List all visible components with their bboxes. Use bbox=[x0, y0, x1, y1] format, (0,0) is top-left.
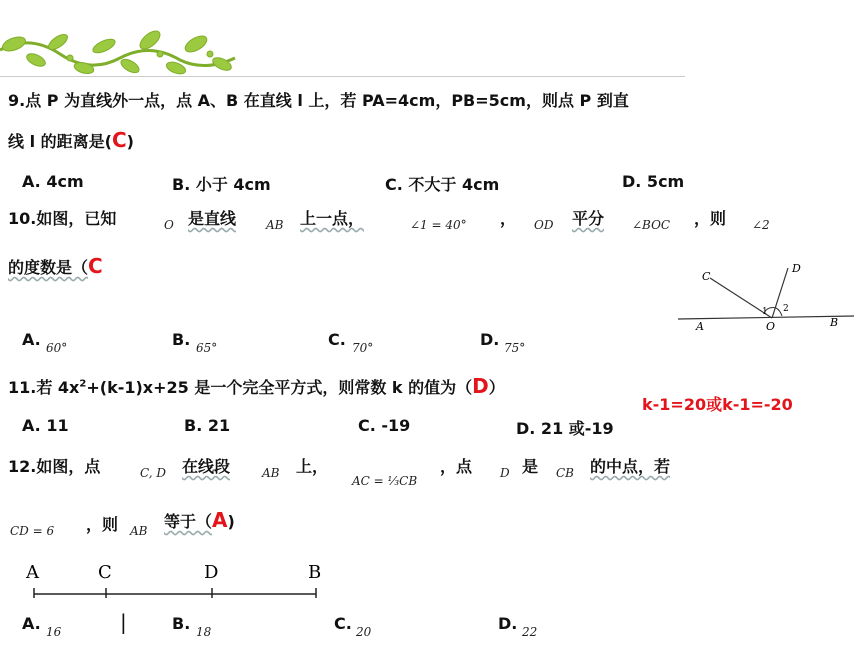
label-d: D bbox=[792, 262, 801, 275]
q10-figure bbox=[676, 258, 856, 338]
q12-text-is: 是 bbox=[522, 457, 539, 476]
label-a: A bbox=[696, 320, 704, 333]
q11-option-c: C. -19 bbox=[358, 416, 411, 435]
q12-option-a-value: 16 bbox=[46, 625, 62, 639]
seg-label-d: D bbox=[204, 562, 219, 583]
q12-text-then: ，则 bbox=[86, 515, 119, 534]
q10-option-d-value: 75° bbox=[504, 341, 526, 355]
q10-option-b-letter: B. bbox=[172, 330, 191, 349]
label-b: B bbox=[830, 316, 839, 329]
q10-od: OD bbox=[534, 218, 554, 232]
q11-stem-post: +(k-1)x+25 是一个完全平方式，则常数 k 的值为（ bbox=[86, 378, 473, 397]
q9-option-c: C. 不大于 4cm bbox=[385, 175, 500, 194]
q9-option-a: A. 4cm bbox=[22, 172, 84, 191]
q12-option-c-letter: C. bbox=[334, 614, 352, 633]
seg-label-a: A bbox=[26, 562, 39, 583]
seg-label-b: B bbox=[308, 562, 322, 583]
q9-answer: C bbox=[111, 128, 127, 152]
label-1: 1 bbox=[762, 307, 768, 317]
q10-text-is-line: 是直线 bbox=[188, 209, 237, 228]
label-o: O bbox=[766, 320, 776, 333]
q12-points-cd: C, D bbox=[140, 466, 167, 480]
q12-number: 12.如图，点 bbox=[8, 457, 101, 476]
q10-angle2: ∠2 bbox=[752, 218, 770, 232]
q12-option-a-letter: A. bbox=[22, 614, 41, 633]
q10-text-then: ，则 bbox=[694, 209, 727, 228]
label-2: 2 bbox=[783, 304, 789, 314]
q11-exponent: 2 bbox=[79, 378, 87, 390]
q12-ac-equation: AC = ⅓CB bbox=[352, 474, 418, 488]
q10-option-c-letter: C. bbox=[328, 330, 346, 349]
q10-stem-line2 bbox=[8, 254, 103, 278]
q11-answer: D bbox=[472, 374, 489, 398]
q12-close: ) bbox=[227, 512, 235, 531]
q12-segment-ab: AB bbox=[262, 466, 280, 480]
q10-angle1: ∠1 = 40° bbox=[410, 218, 467, 232]
q12-text-on: 上， bbox=[296, 457, 329, 476]
q9-stem: 9.点 P 为直线外一点，点 A、B 在直线 l 上，若 PA=4cm，PB=5cm，则点 P 到直 bbox=[8, 91, 629, 110]
q12-text-midpoint: 的中点，若 bbox=[590, 457, 671, 476]
q11-option-b: B. 21 bbox=[184, 416, 231, 435]
q10-point-o: O bbox=[164, 218, 174, 232]
vine-decoration bbox=[0, 28, 240, 80]
q11-close: ） bbox=[488, 378, 505, 397]
q12-option-c-value: 20 bbox=[356, 625, 372, 639]
text-cursor: | bbox=[120, 610, 127, 634]
q12-option-d-value: 22 bbox=[522, 625, 538, 639]
q9-close: ) bbox=[126, 132, 134, 151]
q10-option-d-letter: D. bbox=[480, 330, 500, 349]
q11-stem-pre: 11.若 4x bbox=[8, 378, 80, 397]
q9-stem-line2-text: 线 l 的距离是( bbox=[8, 132, 112, 151]
q10-line-ab: AB bbox=[266, 218, 284, 232]
header-rule bbox=[0, 76, 685, 77]
q10-option-a-letter: A. bbox=[22, 330, 41, 349]
q10-comma: ， bbox=[500, 209, 517, 228]
q9-option-d: D. 5cm bbox=[622, 172, 685, 191]
q12-option-b-value: 18 bbox=[196, 625, 212, 639]
q12-segment-cb: CB bbox=[556, 466, 574, 480]
q12-point-d: D bbox=[500, 466, 510, 480]
q10-angle-boc: ∠BOC bbox=[632, 218, 671, 232]
q10-option-c-value: 70° bbox=[352, 341, 374, 355]
q10-text-bisect: 平分 bbox=[572, 209, 605, 228]
q10-answer: C bbox=[88, 254, 103, 278]
q12-figure bbox=[20, 558, 330, 604]
q9-stem-line2 bbox=[8, 128, 134, 152]
q9-option-b: B. 小于 4cm bbox=[172, 175, 271, 194]
q12-text-equals-label: 等于（ bbox=[164, 512, 213, 531]
q12-option-b-letter: B. bbox=[172, 614, 191, 633]
q12-cd-equation: CD = 6 bbox=[10, 524, 55, 538]
q10-option-b-value: 65° bbox=[196, 341, 218, 355]
q11-stem bbox=[8, 374, 505, 398]
seg-label-c: C bbox=[98, 562, 112, 583]
q12-segment-ab2: AB bbox=[130, 524, 148, 538]
label-c: C bbox=[702, 270, 711, 283]
q10-option-a-value: 60° bbox=[46, 341, 68, 355]
q12-text-point: ，点 bbox=[440, 457, 473, 476]
q12-text-equals bbox=[164, 508, 235, 532]
q10-text-point: 上一点， bbox=[300, 209, 365, 228]
q10-text-degree: 的度数是（ bbox=[8, 258, 89, 277]
q11-option-d: D. 21 或-19 bbox=[516, 419, 614, 438]
q12-text-on-segment: 在线段 bbox=[182, 457, 231, 476]
q12-answer: A bbox=[212, 508, 228, 532]
q12-option-d-letter: D. bbox=[498, 614, 518, 633]
q10-number: 10.如图，已知 bbox=[8, 209, 117, 228]
q11-option-a: A. 11 bbox=[22, 416, 69, 435]
q11-note: k-1=20或k-1=-20 bbox=[642, 395, 793, 414]
